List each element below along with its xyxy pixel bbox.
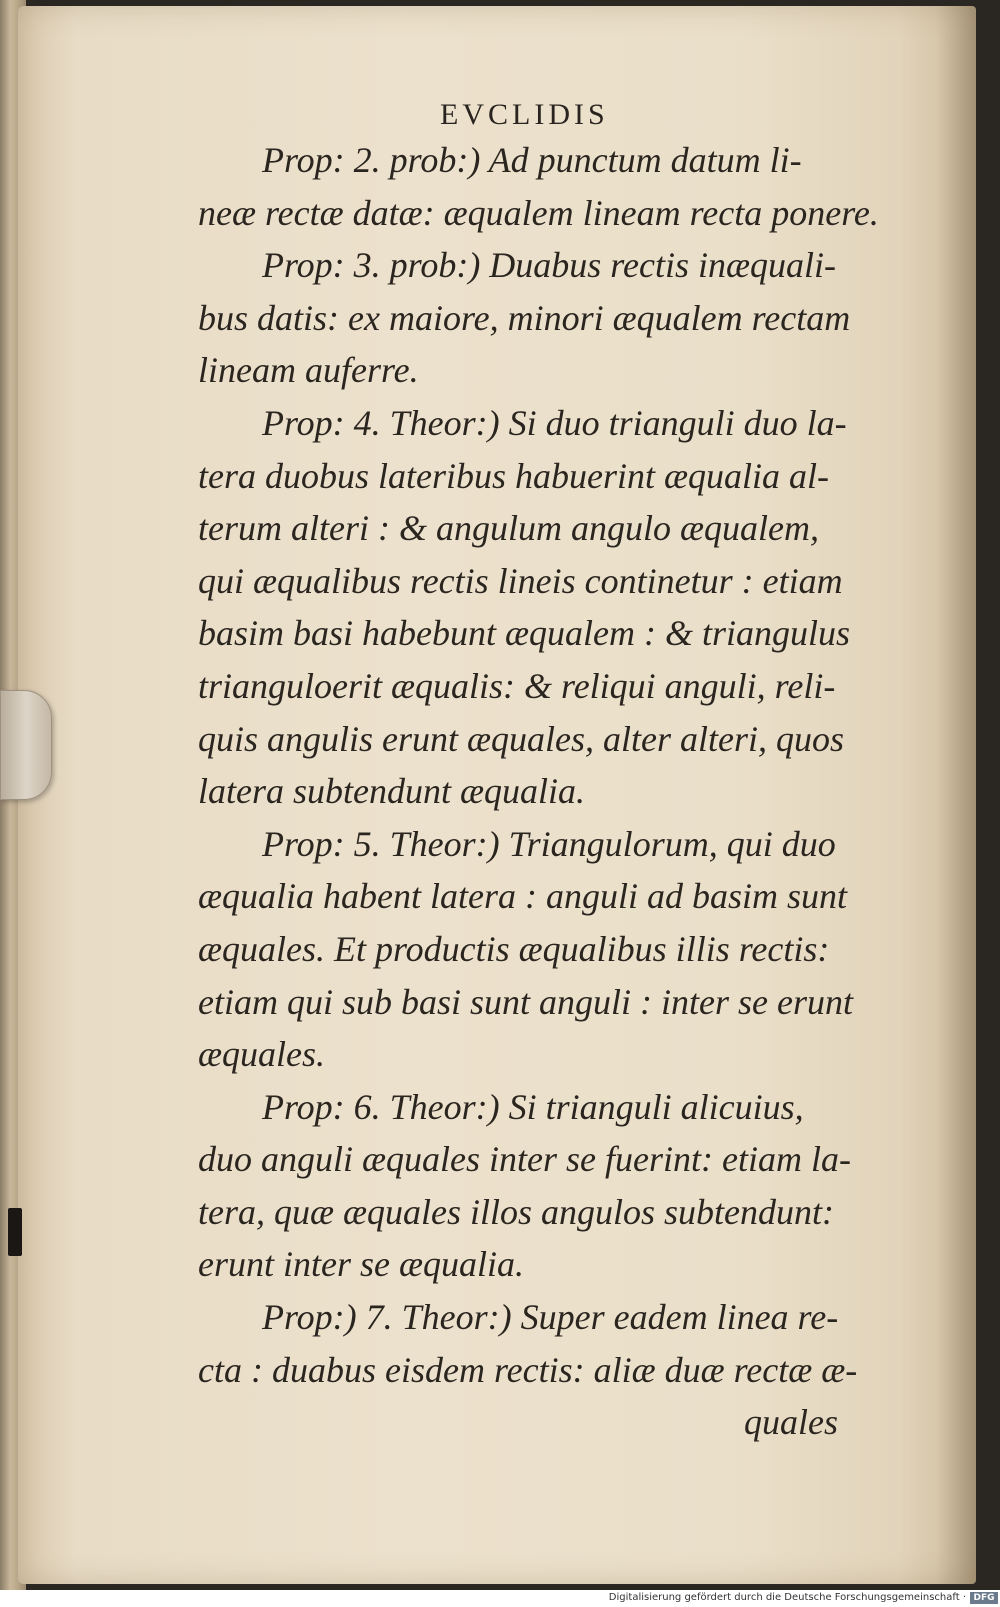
text-line: Prop: 3. prob:) Duabus rectis inæquali-: [262, 245, 836, 286]
text-line: trianguloerit æqualis: & reliqui anguli, reli-: [198, 665, 836, 706]
text-line: lineam auferre.: [198, 350, 419, 391]
text-line: tera, quæ æquales illos angulos subtendunt:: [198, 1191, 835, 1232]
text-line: duo anguli æquales inter se fuerint: etiam la-: [198, 1139, 851, 1180]
text-line: Prop: 2. prob:) Ad punctum datum li-: [262, 140, 802, 180]
bookmark-tab: [8, 1208, 22, 1256]
text-line: æquales. Et productis æqualibus illis rectis:: [198, 928, 830, 969]
text-line: basim basi habebunt æqualem : & triangulus: [198, 613, 851, 654]
text-line: etiam qui sub basi sunt anguli : inter se erunt: [198, 981, 853, 1022]
text-line: Prop: 5. Theor:) Triangulorum, qui duo: [262, 823, 836, 864]
text-line: erunt inter se æqualia.: [198, 1244, 524, 1285]
page-gutter-shadow: [936, 6, 976, 1584]
footer-credit: Digitalisierung gefördert durch die Deutsche Forschungsgemeinschaft ·: [608, 1592, 966, 1603]
page-clip: [0, 690, 52, 800]
text-line: Prop: 4. Theor:) Si duo trianguli duo la-: [262, 402, 847, 443]
footer-bar: [0, 1590, 1000, 1607]
text-line: æquales.: [198, 1034, 326, 1075]
catchword: quales: [744, 1402, 838, 1443]
text-line: neæ rectæ datæ: æqualem lineam recta ponere.: [198, 192, 879, 233]
page-text-block: [198, 134, 904, 1449]
text-line: quis angulis erunt æquales, alter alteri, quos: [198, 718, 845, 759]
text-line: Prop:) 7. Theor:) Super eadem linea re-: [262, 1297, 839, 1338]
text-line: terum alteri : & angulum angulo æqualem,: [198, 508, 819, 549]
text-line: æqualia habent latera : anguli ad basim sunt: [198, 876, 848, 917]
text-line: cta : duabus eisdem rectis: aliæ duæ rectæ æ-: [198, 1349, 858, 1390]
text-line: qui æqualibus rectis lineis continetur : etiam: [198, 560, 843, 601]
text-line: tera duobus lateribus habuerint æqualia al-: [198, 455, 830, 496]
dfg-logo: DFG: [970, 1592, 998, 1604]
text-line: Prop: 6. Theor:) Si trianguli alicuius,: [262, 1086, 804, 1127]
text-line: bus datis: ex maiore, minori æqualem rectam: [198, 297, 851, 338]
running-header: EVCLIDIS: [440, 98, 609, 131]
text-line: latera subtendunt æqualia.: [198, 771, 585, 812]
